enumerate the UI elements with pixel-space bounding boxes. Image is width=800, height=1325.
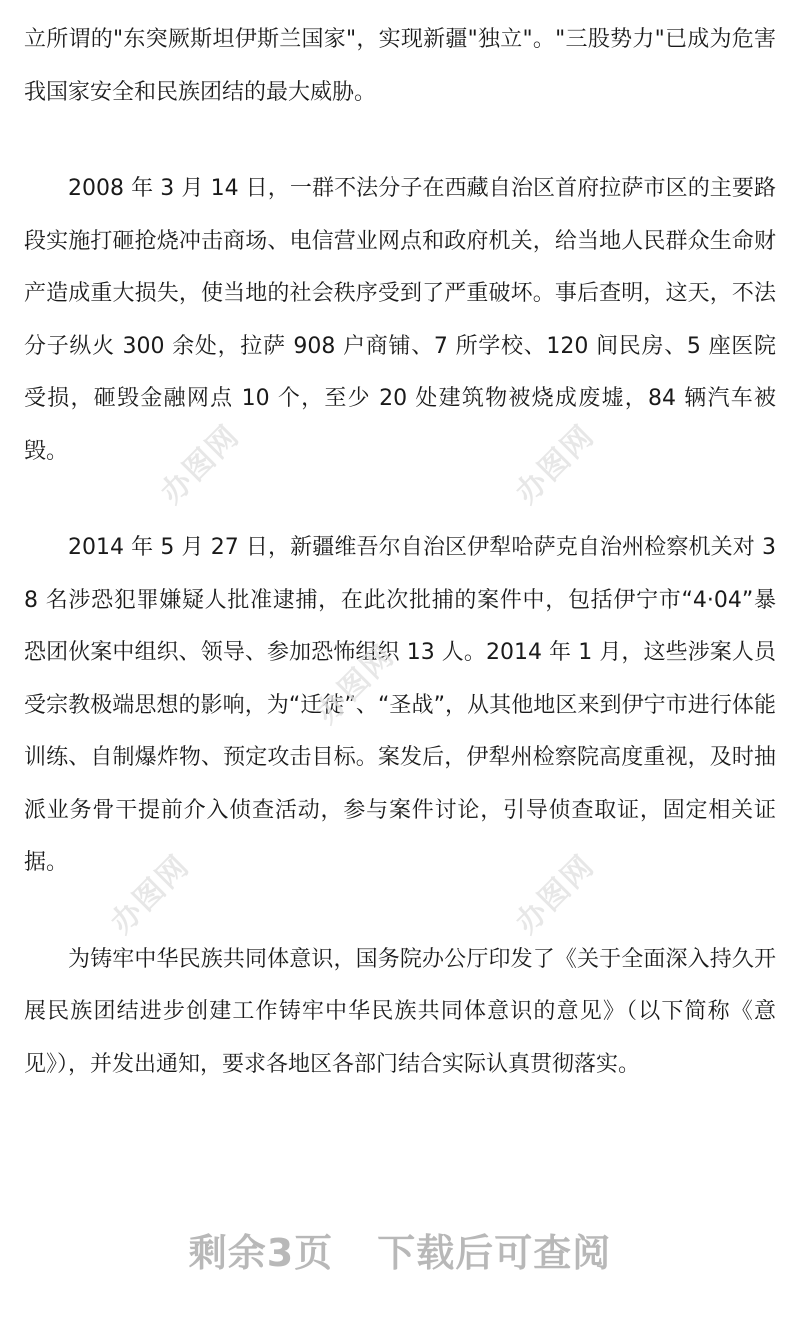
watermark: 办图网 — [104, 848, 197, 941]
paragraph-4: 为铸牢中华民族共同体意识，国务院办公厅印发了《关于全面深入持久开展民族团结进步创建工作铸牢中华民族共同体意识的意见》（以下简称《意见》），并发出通知，要求各地区各部门结合实际认真贯彻落实。 — [24, 946, 776, 1077]
download-hint-label: 下载后可查阅 — [377, 1231, 612, 1275]
paragraph-1: 立所谓的"东突厥斯坦伊斯兰国家"，实现新疆"独立"。"三股势力"已成为危害我国家安全和民族团结的最大威胁。 — [24, 27, 776, 105]
watermark: 办图网 — [309, 638, 402, 731]
watermark: 办图网 — [509, 848, 602, 941]
paragraph-3: 2014 年 5 月 27 日，新疆维吾尔自治区伊犁哈萨克自治州检察机关对 38 名涉恐犯罪嫌疑人批准逮捕，在此次批捕的案件中，包括伊宁市“4·04”暴恐团伙案中组织、领导、参加恐怖组织 13 人。2014 年 1 月，这些涉案人员受宗教极端思想的影响，为“迁徙”、“圣战”，从其他地区来到伊宁市进行体能训练、自制爆炸物、预定攻击目标。案发后，伊犁州检察院高度重视，及时抽派业务骨干提前介入侦查活动，参与案件讨论，引导侦查取证，固定相关证据。 — [24, 535, 776, 875]
watermark: 办图网 — [509, 418, 602, 511]
remaining-pages-label: 剩余3页 — [188, 1231, 334, 1275]
watermark: 办图网 — [154, 418, 247, 511]
document-body — [24, 14, 776, 1091]
paragraph-2: 2008 年 3 月 14 日，一群不法分子在西藏自治区首府拉萨市区的主要路段实施打砸抢烧冲击商场、电信营业网点和政府机关，给当地人民群众生命财产造成重大损失，使当地的社会秩序受到了严重破坏。事后查明，这天，不法分子纵火 300 余处，拉萨 908 户商铺、7 所学校、120 间民房、5 座医院受损，砸毁金融网点 10 个，至少 20 处建筑物被烧成废墟，84 辆汽车被毁。 — [24, 176, 776, 464]
download-prompt[interactable] — [0, 1222, 800, 1277]
